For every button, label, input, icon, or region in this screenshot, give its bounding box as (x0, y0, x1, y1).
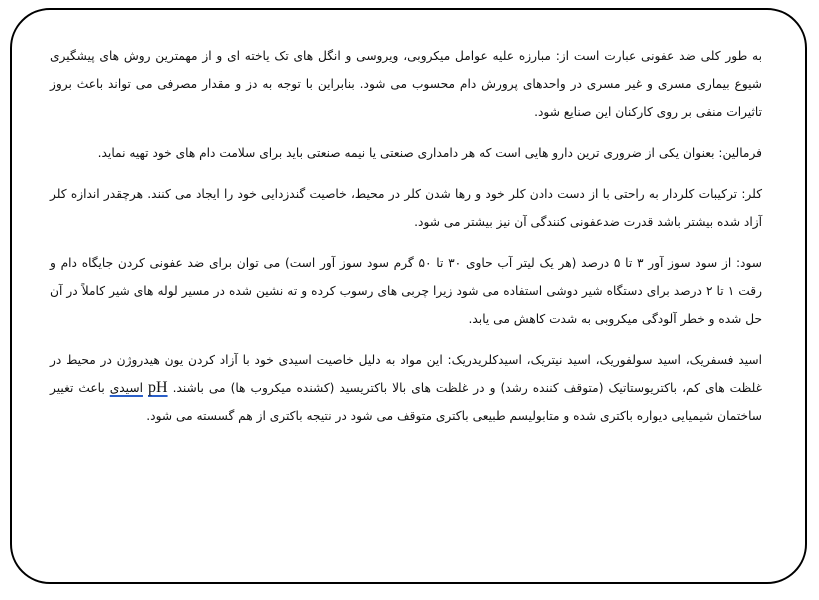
paragraph-acids (50, 346, 762, 430)
paragraph-intro: به طور کلی ضد عفونی عبارت است از: مبارزه علیه عوامل میکروبی، ویروسی و انگل های تک یاخته ای و از مهمترین روش های پیشگیری شیوع بیماری مسری و غیر مسری در واحدهای پرورش دام محسوب می شود. بنابراین با توجه به دز و مقدار مصرفی می تواند باعث بروز تاثیرات منفی بر روی کارکنان این صنایع شود. (50, 49, 762, 119)
ph-term: pH (148, 379, 168, 396)
acidic-word: اسیدی (109, 381, 143, 395)
paragraph-formalin: فرمالین: بعنوان یکی از ضروری ترین دارو هایی است که هر دامداری صنعتی یا نیمه صنعتی باید برای سلامت دام های خود تهیه نماید. (97, 146, 762, 160)
document-body (50, 42, 762, 430)
acids-lead-text: اسید فسفریک، اسید سولفوریک، اسید نیتریک، اسیدکلریدریک: این مواد به دلیل خاصیت اسیدی خود با آزاد کردن یون هیدروژن در محیط در غلظت های کم، باکتریوستاتیک (متوقف کننده رشد) و در غلظت های بالا باکتریسید (کشنده میکروب ها) می باشند. (50, 353, 763, 395)
acids-tail-text: باعث تغییر ساختمان شیمیایی دیواره باکتری شده و متابولیسم طبیعی باکتری متوقف می شود در نتیجه باکتری از هم گسسته می شود. (50, 381, 762, 423)
paragraph-chlorine: کلر: ترکیبات کلردار به راحتی با از دست دادن کلر خود و رها شدن کلر در محیط، خاصیت گندزدایی خود را ایجاد می کنند. هرچقدر اندازه کلر آزاد شده بیشتر باشد قدرت ضدعفونی کنندگی آن نیز بیشتر می شود. (50, 187, 762, 229)
paragraph-soda: سود: از سود سوز آور ۳ تا ۵ درصد (هر یک لیتر آب حاوی ۳۰ تا ۵۰ گرم سود سوز آور است) می توان برای ضد عفونی کردن جایگاه دام و رقت ۱ تا ۲ درصد برای دستگاه شیر دوشی استفاده می شود زیرا چربی های رسوب کرده و ته نشین شده در مسیر لوله های شیر کاملاً در آن حل شده و خطر آلودگی میکروبی به شدت کاهش می یابد. (50, 256, 762, 326)
